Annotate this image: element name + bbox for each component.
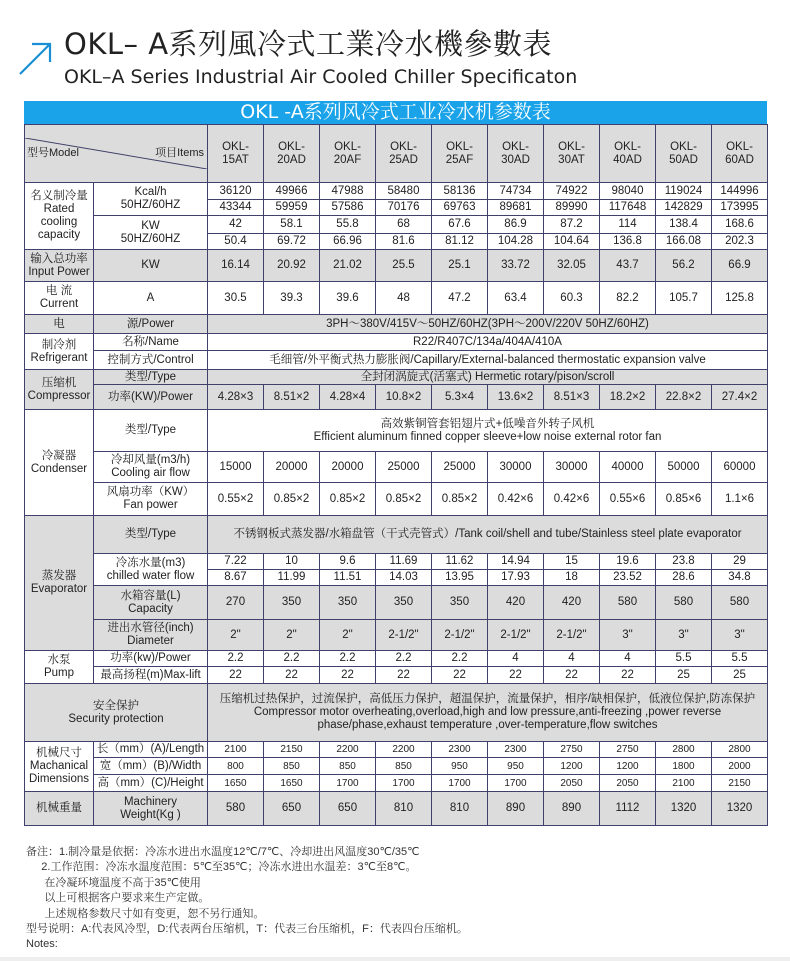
row-value: 2" [264, 620, 320, 651]
row-value: 68 [376, 216, 432, 234]
row-value: 2150 [712, 775, 768, 792]
model-header: OKL- 50AD [656, 125, 712, 183]
row-value: 43344 [208, 200, 264, 216]
row-value: 11.69 [376, 554, 432, 570]
row-value: 0.85×2 [432, 483, 488, 516]
table-row [25, 370, 768, 385]
row-value: 8.51×3 [544, 385, 600, 410]
row-value: 119024 [656, 183, 712, 200]
row-value: 10.8×2 [376, 385, 432, 410]
notes [26, 845, 790, 953]
row-value: 950 [488, 758, 544, 775]
row-value: 27.4×2 [712, 385, 768, 410]
row-value: 25.1 [432, 250, 488, 282]
row-item-label: A [94, 282, 208, 315]
note-line: 以上可根据客户要求来生产定做。 [26, 892, 210, 905]
row-item-label: 冷冻水量(m3) chilled water flow [94, 554, 208, 586]
row-value: 15000 [208, 452, 264, 483]
row-span-value: R22/R407C/134a/404A/410A [208, 334, 768, 351]
model-header: OKL- 20AD [264, 125, 320, 183]
row-value: 30.5 [208, 282, 264, 315]
row-item-label: 类型/Type [94, 516, 208, 554]
table-title: OKL -A系列风冷式工业冷水机参数表 [24, 101, 767, 124]
row-value: 20000 [320, 452, 376, 483]
row-value: 22 [208, 667, 264, 684]
row-value: 8.67 [208, 570, 264, 586]
row-value: 1700 [432, 775, 488, 792]
table-row [25, 351, 768, 370]
row-value: 0.85×2 [320, 483, 376, 516]
row-item-label: 冷却风量(m3/h) Cooling air flow [94, 452, 208, 483]
row-value: 25000 [376, 452, 432, 483]
row-value: 2-1/2" [488, 620, 544, 651]
row-value: 850 [264, 758, 320, 775]
row-value: 42 [208, 216, 264, 234]
row-value: 22 [320, 667, 376, 684]
row-value: 2800 [712, 742, 768, 758]
row-value: 21.02 [320, 250, 376, 282]
row-value: 22 [264, 667, 320, 684]
row-span-value: 全封闭涡旋式(活塞式) Hermetic rotary/pison/scroll [208, 370, 768, 385]
row-value: 66.9 [712, 250, 768, 282]
row-value: 55.8 [320, 216, 376, 234]
row-value: 60000 [712, 452, 768, 483]
row-value: 350 [432, 586, 488, 620]
row-value: 4 [488, 651, 544, 667]
spec-table [24, 124, 768, 826]
row-value: 34.8 [712, 570, 768, 586]
row-value: 168.6 [712, 216, 768, 234]
row-value: 29 [712, 554, 768, 570]
row-value: 580 [208, 792, 264, 826]
row-span-value: 高效紫铜管套铝翅片式+低噪音外转子风机 Efficient aluminum finned copper sleeve+low noise external rotor fan [208, 410, 768, 452]
row-value: 16.14 [208, 250, 264, 282]
row-value: 39.3 [264, 282, 320, 315]
model-header: OKL- 25AF [432, 125, 488, 183]
note-line: 备注：1.制冷量是依据：冷冻水进出水温度12℃/7℃、冷却进出风温度30℃/35℃ [26, 846, 420, 858]
row-value: 67.6 [432, 216, 488, 234]
row-value: 2050 [600, 775, 656, 792]
row-value: 58136 [432, 183, 488, 200]
row-group-label: 冷凝器 Condenser [25, 410, 94, 516]
row-value: 22 [376, 667, 432, 684]
row-value: 3" [656, 620, 712, 651]
row-value: 13.95 [432, 570, 488, 586]
row-group-label: 安全保护 Security protection [25, 684, 208, 742]
row-value: 22.8×2 [656, 385, 712, 410]
row-value: 50.4 [208, 234, 264, 250]
row-value: 58480 [376, 183, 432, 200]
table-row [25, 684, 768, 742]
row-value: 86.9 [488, 216, 544, 234]
row-value: 2.2 [208, 651, 264, 667]
row-value: 69.72 [264, 234, 320, 250]
row-value: 87.2 [544, 216, 600, 234]
row-value: 0.55×2 [208, 483, 264, 516]
row-value: 1320 [656, 792, 712, 826]
model-header: OKL- 40AD [600, 125, 656, 183]
model-header: OKL- 20AF [320, 125, 376, 183]
row-value: 74734 [488, 183, 544, 200]
row-value: 5.5 [656, 651, 712, 667]
row-value: 70176 [376, 200, 432, 216]
row-value: 2000 [712, 758, 768, 775]
row-value: 650 [320, 792, 376, 826]
row-value: 3" [712, 620, 768, 651]
row-value: 15 [544, 554, 600, 570]
row-value: 0.42×6 [488, 483, 544, 516]
table-row [25, 586, 768, 620]
row-value: 89681 [488, 200, 544, 216]
row-value: 2.2 [320, 651, 376, 667]
row-value: 2200 [376, 742, 432, 758]
row-item-label: Kcal/h 50HZ/60HZ [94, 183, 208, 216]
table-row [25, 282, 768, 315]
row-value: 17.93 [488, 570, 544, 586]
row-value: 890 [544, 792, 600, 826]
model-header: OKL- 30AT [544, 125, 600, 183]
row-value: 98040 [600, 183, 656, 200]
row-group-label: 电 [25, 315, 94, 334]
page-title: OKL– A系列風冷式工業冷水機參數表 [64, 27, 553, 61]
row-value: 2100 [208, 742, 264, 758]
row-value: 2-1/2" [376, 620, 432, 651]
row-value: 14.03 [376, 570, 432, 586]
row-value: 104.28 [488, 234, 544, 250]
row-value: 25 [712, 667, 768, 684]
row-value: 1112 [600, 792, 656, 826]
row-value: 1650 [208, 775, 264, 792]
row-group-label: 水泵 Pump [25, 651, 94, 684]
row-value: 89990 [544, 200, 600, 216]
row-value: 4.28×4 [320, 385, 376, 410]
row-value: 81.12 [432, 234, 488, 250]
table-row [25, 410, 768, 452]
table-row [25, 758, 768, 775]
row-value: 18 [544, 570, 600, 586]
row-value: 350 [320, 586, 376, 620]
row-group-label: 制冷剂 Refrigerant [25, 334, 94, 370]
model-header: OKL- 25AD [376, 125, 432, 183]
table-row [25, 385, 768, 410]
row-item-label: 风扇功率（KW） Fan power [94, 483, 208, 516]
row-value: 890 [488, 792, 544, 826]
row-value: 105.7 [656, 282, 712, 315]
row-value: 136.8 [600, 234, 656, 250]
note-line: Notes: [26, 938, 58, 951]
row-value: 1200 [600, 758, 656, 775]
table-row [25, 554, 768, 570]
row-value: 23.52 [600, 570, 656, 586]
row-value: 36120 [208, 183, 264, 200]
row-value: 56.2 [656, 250, 712, 282]
row-value: 2.2 [264, 651, 320, 667]
model-header: OKL- 15AT [208, 125, 264, 183]
row-group-label: 输入总功率 Input Power [25, 250, 94, 282]
table-row [25, 620, 768, 651]
row-value: 2300 [488, 742, 544, 758]
table-row [25, 742, 768, 758]
row-value: 1700 [376, 775, 432, 792]
model-header: OKL- 60AD [712, 125, 768, 183]
row-value: 2" [208, 620, 264, 651]
row-value: 4 [544, 651, 600, 667]
row-group-label: 机械重量 [25, 792, 94, 826]
row-item-label: KW [94, 250, 208, 282]
row-group-label: 机械尺寸 Machanical Dimensions [25, 742, 94, 792]
row-value: 32.05 [544, 250, 600, 282]
row-item-label: 功率(kw)/Power [94, 651, 208, 667]
row-item-label: 名称/Name [94, 334, 208, 351]
row-group-label: 压缩机 Compressor [25, 370, 94, 410]
row-value: 9.6 [320, 554, 376, 570]
row-value: 2.2 [376, 651, 432, 667]
row-value: 2100 [656, 775, 712, 792]
row-value: 49966 [264, 183, 320, 200]
row-value: 1700 [488, 775, 544, 792]
row-value: 2-1/2" [544, 620, 600, 651]
row-item-label: 类型/Type [94, 370, 208, 385]
row-value: 166.08 [656, 234, 712, 250]
corner-cell [25, 125, 208, 183]
row-item-label: KW 50HZ/60HZ [94, 216, 208, 250]
row-value: 82.2 [600, 282, 656, 315]
table-row [25, 775, 768, 792]
row-value: 13.6×2 [488, 385, 544, 410]
row-value: 125.8 [712, 282, 768, 315]
row-value: 1650 [264, 775, 320, 792]
row-value: 0.55×6 [600, 483, 656, 516]
row-value: 1200 [544, 758, 600, 775]
row-value: 8.51×2 [264, 385, 320, 410]
row-value: 7.22 [208, 554, 264, 570]
row-value: 2.2 [432, 651, 488, 667]
row-value: 2" [320, 620, 376, 651]
row-value: 69763 [432, 200, 488, 216]
table-row [25, 483, 768, 516]
page-subtitle: OKL–A Series Industrial Air Cooled Chiller Specificaton [64, 66, 578, 88]
note-line: 在冷凝环境温度不高于35℃使用 [26, 876, 201, 889]
row-value: 58.1 [264, 216, 320, 234]
table-row [25, 792, 768, 826]
row-value: 2-1/2" [432, 620, 488, 651]
note-line: 型号说明：A:代表风冷型，D:代表两台压缩机，T：代表三台压缩机，F：代表四台压缩机。 [26, 923, 468, 936]
row-value: 0.42×6 [544, 483, 600, 516]
row-value: 11.51 [320, 570, 376, 586]
row-span-value: 压缩机过热保护，过流保护，高低压力保护，超温保护，流量保护，相序/缺相保护，低液位保护,防冻保护 Compressor motor overheating,overload,high and low pressure,anti-freezing ,power reverse phase/phase,exhaust temperature ,over-temperature,flow switches [208, 684, 768, 742]
row-value: 22 [600, 667, 656, 684]
table-row [25, 516, 768, 554]
row-value: 66.96 [320, 234, 376, 250]
row-value: 4 [600, 651, 656, 667]
row-value: 20.92 [264, 250, 320, 282]
row-value: 40000 [600, 452, 656, 483]
row-value: 1320 [712, 792, 768, 826]
row-value: 30000 [488, 452, 544, 483]
table-row [25, 651, 768, 667]
row-value: 47988 [320, 183, 376, 200]
row-value: 25000 [432, 452, 488, 483]
row-value: 22 [432, 667, 488, 684]
row-item-label: 源/Power [94, 315, 208, 334]
row-value: 0.85×2 [376, 483, 432, 516]
row-value: 14.94 [488, 554, 544, 570]
row-value: 47.2 [432, 282, 488, 315]
row-value: 22 [488, 667, 544, 684]
row-value: 33.72 [488, 250, 544, 282]
row-value: 28.6 [656, 570, 712, 586]
row-value: 1.1×6 [712, 483, 768, 516]
row-value: 810 [432, 792, 488, 826]
row-value: 11.99 [264, 570, 320, 586]
row-value: 810 [376, 792, 432, 826]
row-value: 270 [208, 586, 264, 620]
row-value: 138.4 [656, 216, 712, 234]
row-value: 580 [712, 586, 768, 620]
row-value: 850 [320, 758, 376, 775]
model-header: OKL- 30AD [488, 125, 544, 183]
row-item-label: 控制方式/Control [94, 351, 208, 370]
row-value: 11.62 [432, 554, 488, 570]
row-value: 580 [600, 586, 656, 620]
row-value: 580 [656, 586, 712, 620]
row-value: 30000 [544, 452, 600, 483]
row-value: 2750 [544, 742, 600, 758]
row-item-label: 高（mm）(C)/Height [94, 775, 208, 792]
row-value: 350 [264, 586, 320, 620]
row-item-label: 进出水管径(inch) Diameter [94, 620, 208, 651]
row-value: 350 [376, 586, 432, 620]
row-value: 25 [656, 667, 712, 684]
row-value: 50000 [656, 452, 712, 483]
row-value: 25.5 [376, 250, 432, 282]
row-value: 173995 [712, 200, 768, 216]
footer-band [0, 957, 790, 961]
table-row [25, 216, 768, 234]
row-value: 5.5 [712, 651, 768, 667]
row-value: 2200 [320, 742, 376, 758]
row-value: 18.2×2 [600, 385, 656, 410]
row-value: 60.3 [544, 282, 600, 315]
row-value: 59959 [264, 200, 320, 216]
row-value: 420 [488, 586, 544, 620]
row-value: 2750 [600, 742, 656, 758]
row-value: 74922 [544, 183, 600, 200]
row-span-value: 3PH～380V/415V～50HZ/60HZ(3PH～200V/220V 50HZ/60HZ) [208, 315, 768, 334]
items-label: 项目Items [155, 147, 204, 159]
row-value: 0.85×6 [656, 483, 712, 516]
row-value: 57586 [320, 200, 376, 216]
row-value: 950 [432, 758, 488, 775]
table-row [25, 334, 768, 351]
row-value: 48 [376, 282, 432, 315]
row-value: 2150 [264, 742, 320, 758]
row-value: 2300 [432, 742, 488, 758]
row-item-label: 宽（mm）(B)/Width [94, 758, 208, 775]
row-value: 2800 [656, 742, 712, 758]
table-row [25, 250, 768, 282]
row-value: 800 [208, 758, 264, 775]
row-item-label: 功率(KW)/Power [94, 385, 208, 410]
row-value: 850 [376, 758, 432, 775]
row-item-label: 最高扬程(m)Max-lift [94, 667, 208, 684]
row-value: 650 [264, 792, 320, 826]
row-value: 1700 [320, 775, 376, 792]
table-header-row [25, 125, 768, 183]
row-value: 4.28×3 [208, 385, 264, 410]
model-label: 型号Model [27, 147, 79, 159]
row-value: 420 [544, 586, 600, 620]
row-value: 63.4 [488, 282, 544, 315]
row-value: 10 [264, 554, 320, 570]
row-span-value: 不锈钢板式蒸发器/水箱盘管（干式壳管式）/Tank coil/shell and tube/Stainless steel plate evaporator [208, 516, 768, 554]
table-row [25, 452, 768, 483]
row-value: 144996 [712, 183, 768, 200]
row-item-label: 水箱容量(L) Capacity [94, 586, 208, 620]
row-value: 114 [600, 216, 656, 234]
row-value: 117648 [600, 200, 656, 216]
row-value: 142829 [656, 200, 712, 216]
row-item-label: 类型/Type [94, 410, 208, 452]
note-line: 上述规格参数尺寸如有变更，恕不另行通知。 [26, 907, 265, 920]
row-value: 81.6 [376, 234, 432, 250]
row-value: 2050 [544, 775, 600, 792]
row-value: 1800 [656, 758, 712, 775]
row-value: 104.64 [544, 234, 600, 250]
table-row [25, 315, 768, 334]
row-value: 5.3×4 [432, 385, 488, 410]
row-value: 0.85×2 [264, 483, 320, 516]
row-group-label: 名义制冷量 Rated cooling capacity [25, 183, 94, 250]
row-group-label: 电 流 Current [25, 282, 94, 315]
row-value: 19.6 [600, 554, 656, 570]
table-row [25, 183, 768, 200]
row-item-label: 长（mm）(A)/Length [94, 742, 208, 758]
row-value: 3" [600, 620, 656, 651]
row-value: 39.6 [320, 282, 376, 315]
table-row [25, 667, 768, 684]
note-line: 2.工作范围：冷冻水温度范围：5℃至35℃；冷冻水进出水温差：3℃至8℃。 [26, 861, 417, 874]
row-value: 20000 [264, 452, 320, 483]
row-value: 22 [544, 667, 600, 684]
row-group-label: 蒸发器 Evaporator [25, 516, 94, 651]
row-item-label: Machinery Weight(Kg ) [94, 792, 208, 826]
row-span-value: 毛细管/外平衡式热力膨胀阀/Capillary/External-balanced thermostatic expansion valve [208, 351, 768, 370]
row-value: 202.3 [712, 234, 768, 250]
row-value: 23.8 [656, 554, 712, 570]
row-value: 43.7 [600, 250, 656, 282]
